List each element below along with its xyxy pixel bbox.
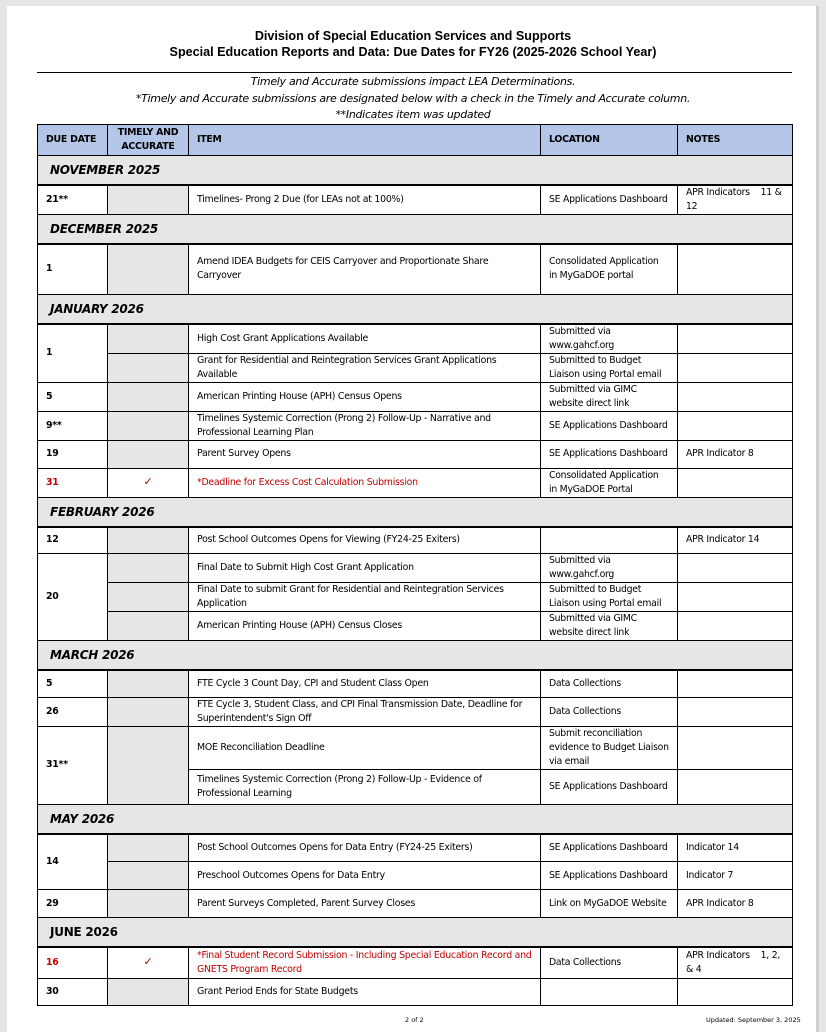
timely-accurate-cell xyxy=(108,554,189,583)
timely-accurate-cell xyxy=(108,185,189,215)
table-row-timely-accurate xyxy=(38,468,793,497)
due-date: 16 xyxy=(38,947,108,978)
location: SE Applications Dashboard xyxy=(541,440,678,468)
notes xyxy=(678,244,793,294)
location xyxy=(541,527,678,554)
timely-accurate-note: *Timely and Accurate submissions are designated below with a check in the Timely and Accurate column. xyxy=(135,92,691,105)
item: Timelines Systemic Correction (Prong 2) Follow-Up - Narrative and Professional Learning Plan xyxy=(189,411,541,440)
due-date: 19 xyxy=(38,440,108,468)
due-date: 9** xyxy=(38,411,108,440)
document-title: Division of Special Education Services and Supports xyxy=(254,29,572,43)
timely-accurate-cell xyxy=(108,353,189,382)
notes xyxy=(678,978,793,1005)
item: Amend IDEA Budgets for CEIS Carryover and Proportionate Share Carryover xyxy=(189,244,541,294)
timely-accurate-cell xyxy=(108,612,189,641)
item: Timelines- Prong 2 Due (for LEAs not at 100%) xyxy=(189,185,541,215)
month-row-december-2025 xyxy=(38,215,793,245)
col-header-item: ITEM xyxy=(189,125,541,156)
checkmark-icon: ✓ xyxy=(143,475,153,488)
item: Post School Outcomes Opens for Viewing (FY24-25 Exiters) xyxy=(189,527,541,554)
col-header-timely-accurate: TIMELY AND ACCURATE xyxy=(108,125,189,156)
timely-accurate-cell xyxy=(108,890,189,918)
notes xyxy=(678,612,793,641)
table-row xyxy=(38,382,793,411)
notes xyxy=(678,726,793,769)
notes xyxy=(678,353,793,382)
notes: APR Indicators 11 & 12 xyxy=(678,185,793,215)
due-date: 21** xyxy=(38,185,108,215)
month-label: DECEMBER 2025 xyxy=(38,215,793,245)
notes xyxy=(678,382,793,411)
timely-accurate-cell xyxy=(108,382,189,411)
item: Preschool Outcomes Opens for Data Entry xyxy=(189,862,541,890)
timely-accurate-cell xyxy=(108,411,189,440)
title-divider xyxy=(37,72,792,73)
item: Parent Surveys Completed, Parent Survey Closes xyxy=(189,890,541,918)
notes: APR Indicators 1, 2, & 4 xyxy=(678,947,793,978)
due-date: 5 xyxy=(38,670,108,697)
intro-note: Timely and Accurate submissions impact LEA Determinations. xyxy=(250,75,576,88)
location: SE Applications Dashboard xyxy=(541,862,678,890)
location: Data Collections xyxy=(541,670,678,697)
location: SE Applications Dashboard xyxy=(541,185,678,215)
due-date: 26 xyxy=(38,697,108,726)
location: Data Collections xyxy=(541,947,678,978)
location: Submitted via www.gahcf.org xyxy=(541,554,678,583)
timely-accurate-cell xyxy=(108,324,189,354)
location: Consolidated Application in MyGaDOE Portal xyxy=(541,468,678,497)
due-dates-table xyxy=(37,124,793,1006)
item: Final Date to Submit High Cost Grant Application xyxy=(189,554,541,583)
notes xyxy=(678,769,793,804)
table-row xyxy=(38,697,793,726)
timely-accurate-cell xyxy=(108,468,189,497)
month-row-may-2026 xyxy=(38,804,793,834)
item: Final Date to submit Grant for Residential and Reintegration Services Application xyxy=(189,583,541,612)
item: Grant for Residential and Reintegration Services Grant Applications Available xyxy=(189,353,541,382)
notes: APR Indicator 8 xyxy=(678,890,793,918)
month-label: FEBRUARY 2026 xyxy=(38,497,793,527)
due-date: 12 xyxy=(38,527,108,554)
table-row xyxy=(38,185,793,215)
timely-accurate-cell xyxy=(108,947,189,978)
month-row-february-2026 xyxy=(38,497,793,527)
table-row xyxy=(38,440,793,468)
table-row xyxy=(38,890,793,918)
table-row xyxy=(38,834,793,862)
table-row xyxy=(38,353,793,382)
item: American Printing House (APH) Census Opens xyxy=(189,382,541,411)
location: Consolidated Application in MyGaDOE portal xyxy=(541,244,678,294)
col-header-due-date: DUE DATE xyxy=(38,125,108,156)
notes: APR Indicator 8 xyxy=(678,440,793,468)
notes xyxy=(678,697,793,726)
due-date: 20 xyxy=(38,554,108,641)
table-row xyxy=(38,324,793,354)
month-label: JANUARY 2026 xyxy=(38,294,793,324)
table-row xyxy=(38,612,793,641)
table-header-row xyxy=(38,125,793,156)
timely-accurate-cell xyxy=(108,527,189,554)
item: Grant Period Ends for State Budgets xyxy=(189,978,541,1005)
col-header-notes: NOTES xyxy=(678,125,793,156)
month-label: MAY 2026 xyxy=(38,804,793,834)
notes: Indicator 7 xyxy=(678,862,793,890)
updated-date: Updated: September 3, 2025 xyxy=(706,1016,801,1024)
due-date: 14 xyxy=(38,834,108,890)
month-row-june-2026 xyxy=(38,918,793,948)
table-row xyxy=(38,862,793,890)
notes xyxy=(678,583,793,612)
table-row xyxy=(38,244,793,294)
location xyxy=(541,978,678,1005)
location: Data Collections xyxy=(541,697,678,726)
item: FTE Cycle 3, Student Class, and CPI Final Transmission Date, Deadline for Superintendent's Sign Off xyxy=(189,697,541,726)
timely-accurate-cell xyxy=(108,244,189,294)
month-row-january-2026 xyxy=(38,294,793,324)
timely-accurate-cell xyxy=(108,440,189,468)
location: SE Applications Dashboard xyxy=(541,411,678,440)
table-row xyxy=(38,670,793,697)
updated-note: **Indicates item was updated xyxy=(335,108,491,121)
table-row xyxy=(38,554,793,583)
timely-accurate-cell xyxy=(108,978,189,1005)
table-row-timely-accurate xyxy=(38,947,793,978)
location: Submitted to Budget Liaison using Portal email xyxy=(541,353,678,382)
location: Link on MyGaDOE Website xyxy=(541,890,678,918)
due-date: 1 xyxy=(38,324,108,383)
table-row xyxy=(38,527,793,554)
timely-accurate-cell xyxy=(108,670,189,697)
location: SE Applications Dashboard xyxy=(541,769,678,804)
item: Post School Outcomes Opens for Data Entry (FY24-25 Exiters) xyxy=(189,834,541,862)
location: Submitted via GIMC website direct link xyxy=(541,612,678,641)
location: Submit reconciliation evidence to Budget Liaison via email xyxy=(541,726,678,769)
page-number: 2 of 2 xyxy=(405,1016,424,1024)
location: Submitted to Budget Liaison using Portal email xyxy=(541,583,678,612)
item: Parent Survey Opens xyxy=(189,440,541,468)
month-row-march-2026 xyxy=(38,641,793,671)
due-date: 1 xyxy=(38,244,108,294)
item: Timelines Systemic Correction (Prong 2) Follow-Up - Evidence of Professional Learning xyxy=(189,769,541,804)
timely-accurate-cell xyxy=(108,697,189,726)
due-date: 30 xyxy=(38,978,108,1005)
checkmark-icon: ✓ xyxy=(143,955,153,969)
due-date: 5 xyxy=(38,382,108,411)
due-date: 29 xyxy=(38,890,108,918)
notes xyxy=(678,554,793,583)
notes: APR Indicator 14 xyxy=(678,527,793,554)
month-label: JUNE 2026 xyxy=(38,918,793,948)
item: *Deadline for Excess Cost Calculation Submission xyxy=(189,468,541,497)
month-label: MARCH 2026 xyxy=(38,641,793,671)
month-label: NOVEMBER 2025 xyxy=(38,156,793,186)
timely-accurate-cell xyxy=(108,862,189,890)
notes xyxy=(678,324,793,354)
table-row xyxy=(38,726,793,769)
month-row-november-2025 xyxy=(38,156,793,186)
location: SE Applications Dashboard xyxy=(541,834,678,862)
notes xyxy=(678,411,793,440)
item: *Final Student Record Submission - Including Special Education Record and GNETS Program Record xyxy=(189,947,541,978)
col-header-location: LOCATION xyxy=(541,125,678,156)
notes: Indicator 14 xyxy=(678,834,793,862)
location: Submitted via GIMC website direct link xyxy=(541,382,678,411)
item: FTE Cycle 3 Count Day, CPI and Student Class Open xyxy=(189,670,541,697)
item: American Printing House (APH) Census Closes xyxy=(189,612,541,641)
document-subtitle: Special Education Reports and Data: Due Dates for FY26 (2025-2026 School Year) xyxy=(169,45,657,59)
location: Submitted via www.gahcf.org xyxy=(541,324,678,354)
table-row xyxy=(38,583,793,612)
table-row xyxy=(38,411,793,440)
due-date: 31** xyxy=(38,726,108,804)
timely-accurate-cell xyxy=(108,583,189,612)
due-date: 31 xyxy=(38,468,108,497)
notes xyxy=(678,468,793,497)
item: MOE Reconciliation Deadline xyxy=(189,726,541,769)
timely-accurate-cell xyxy=(108,726,189,804)
notes xyxy=(678,670,793,697)
timely-accurate-cell xyxy=(108,834,189,862)
table-row xyxy=(38,978,793,1005)
item: High Cost Grant Applications Available xyxy=(189,324,541,354)
